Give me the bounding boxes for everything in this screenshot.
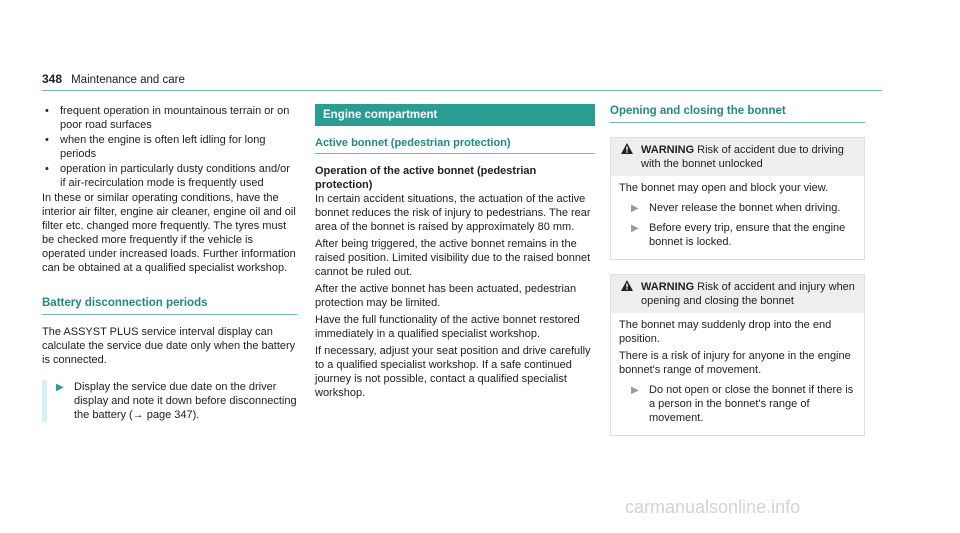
warning-body: [611, 176, 864, 259]
page-header-title: Maintenance and care: [71, 74, 185, 86]
paragraph: In certain accident situations, the actuation of the active bonnet reduces the risk of injury to pedestrians. The rear area of the bonnet is raised by approximately 80 mm.: [315, 193, 591, 233]
operation-heading: Operation of the active bonnet (pedestrian protection): [315, 165, 537, 191]
battery-step: ▶ Display the service due date on the driver display and note it down before disconnecting the battery (→ page 347).: [42, 380, 297, 422]
list-item: • operation in particularly dusty conditions and/or if air-recirculation mode is frequently used: [45, 163, 290, 189]
warning-header: [611, 275, 864, 313]
warning-box: [610, 137, 865, 260]
warning-triangle-icon: [621, 143, 633, 158]
paragraph: If necessary, adjust your seat position and drive carefully to a qualified specialist workshop. If a safe continued journey is not possible, contact a qualified specialist workshop.: [315, 345, 591, 399]
warning-header: [611, 138, 864, 176]
bullet-icon: •: [45, 163, 49, 175]
page-number: 348: [42, 72, 63, 86]
warning-body: [611, 313, 864, 435]
warning-text: The bonnet may suddenly drop into the end position.: [619, 319, 832, 345]
warning-title: Risk of accident due to driving with the bonnet unlocked: [641, 144, 844, 170]
watermark: carmanualsonline.info: [625, 497, 801, 517]
warning-label: WARNING: [641, 281, 695, 293]
warning-triangle-icon: [621, 280, 633, 295]
battery-heading: Battery disconnection periods: [42, 296, 297, 315]
page-header: [42, 72, 882, 91]
warning-text: The bonnet may open and block your view.: [619, 182, 829, 194]
conditions-list: [42, 104, 297, 190]
paragraph: Have the full functionality of the active bonnet restored immediately in a qualified specialist workshop.: [315, 314, 580, 340]
warning-step: ▶ Never release the bonnet when driving.: [631, 202, 841, 214]
column-3: [610, 104, 865, 450]
bullet-icon: •: [45, 105, 49, 117]
column-1: [42, 104, 297, 422]
warning-label: WARNING: [641, 144, 695, 156]
warning-box: [610, 274, 865, 436]
list-item: • frequent operation in mountainous terrain or on poor road surfaces: [45, 105, 290, 131]
step-arrow-icon: ▶: [631, 223, 639, 234]
step-arrow-icon: ▶: [56, 382, 64, 393]
warning-text: There is a risk of injury for anyone in the engine bonnet's range of movement.: [619, 350, 851, 376]
warning-step: ▶ Do not open or close the bonnet if there is a person in the bonnet's range of movement.: [631, 384, 854, 424]
warning-step: ▶ Before every trip, ensure that the engine bonnet is locked.: [631, 222, 846, 248]
column-2: [315, 104, 595, 403]
warning-title: Risk of accident and injury when opening and closing the bonnet: [641, 281, 855, 307]
active-bonnet-heading: Active bonnet (pedestrian protection): [315, 136, 595, 154]
step-arrow-icon: ▶: [631, 203, 639, 214]
battery-text: The ASSYST PLUS service interval display can calculate the service due date only when the battery is connected.: [42, 326, 296, 366]
engine-compartment-bar: Engine compartment: [315, 104, 595, 126]
conditions-paragraph: In these or similar operating conditions, have the interior air filter, engine air cleaner, engine oil and oil filter etc. changed more frequently. The tyres must be checked more frequently if the vehicle is operated under increased loads. Further information can be obtained at a qualified specialist workshop.: [42, 192, 296, 274]
list-item: • when the engine is often left idling for long periods: [45, 134, 266, 160]
paragraph: After the active bonnet has been actuated, pedestrian protection may be limited.: [315, 283, 577, 309]
bullet-icon: •: [45, 134, 49, 146]
paragraph: After being triggered, the active bonnet remains in the raised position. Limited visibility due to the raised bonnet cannot be ruled out.: [315, 238, 591, 278]
step-arrow-icon: ▶: [631, 385, 639, 396]
bonnet-heading: Opening and closing the bonnet: [610, 104, 865, 123]
